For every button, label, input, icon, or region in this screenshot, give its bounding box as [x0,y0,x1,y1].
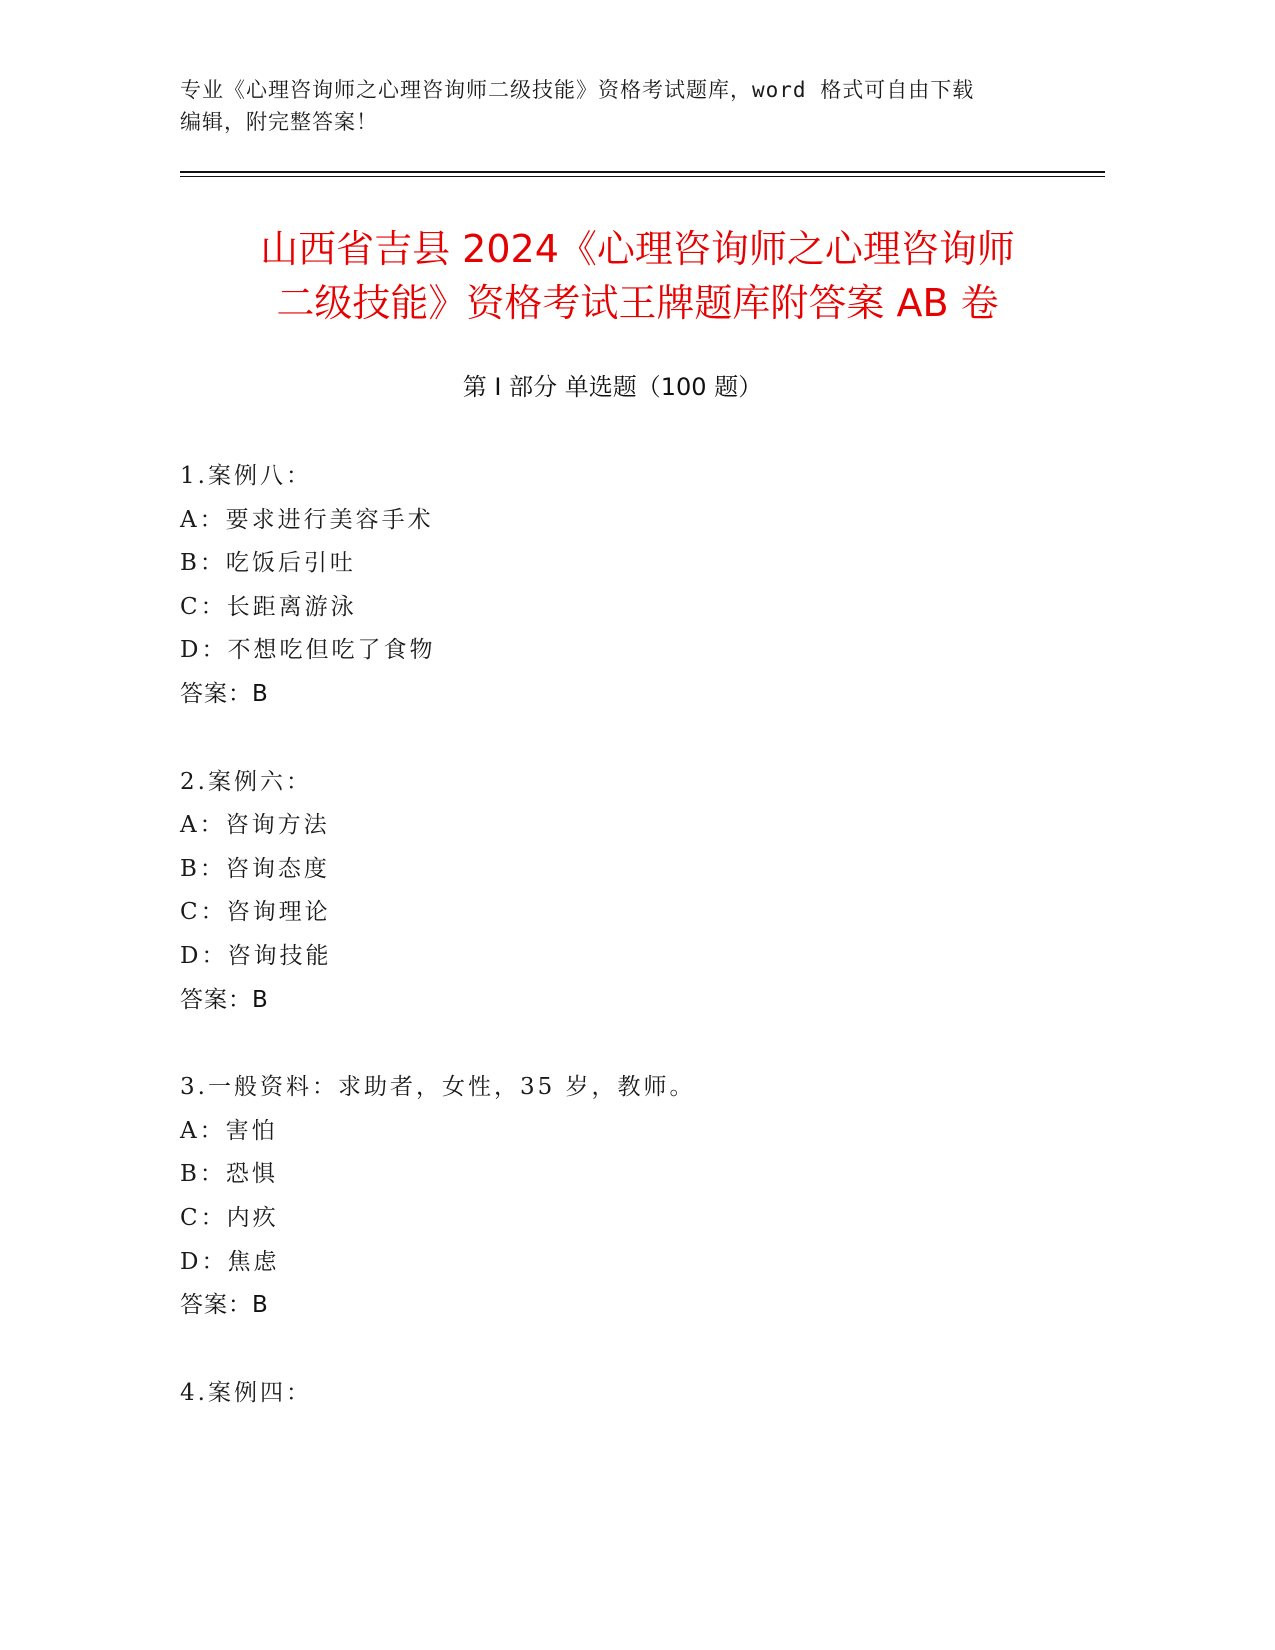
header-note-line-2: 编辑，附完整答案！ [180,110,378,134]
option-c: C：长距离游泳 [180,593,357,620]
question-stem: 3.一般资料：求助者，女性，35 岁，教师。 [180,1074,696,1101]
header-note [180,74,1110,138]
document-title-line-1: 山西省吉县 2024《心理咨询师之心理咨询师 [260,227,1015,271]
option-d: D：咨询技能 [180,942,332,969]
answer: 答案：B [180,680,269,707]
option-a: A：要求进行美容手术 [180,506,434,533]
question-stem: 4.案例四： [180,1379,312,1406]
document-title [150,222,1125,330]
question-4 [180,1372,1110,1416]
option-c: C：咨询理论 [180,899,331,926]
question-list [180,455,1110,1459]
section-title: 第 I 部分 单选题（100 题） [462,373,763,401]
header-divider-thick [180,171,1105,173]
header-divider-thin [180,176,1105,177]
question-2 [180,761,1110,1023]
option-c: C：内疚 [180,1204,279,1231]
header-note-line-1: 专业《心理咨询师之心理咨询师二级技能》资格考试题库，word 格式可自由下载 [180,78,975,102]
document-title-line-2: 二级技能》资格考试王牌题库附答案 AB 卷 [276,281,999,325]
option-b: B：咨询态度 [180,855,330,882]
option-d: D：焦虑 [180,1248,280,1275]
option-b: B：吃饭后引吐 [180,550,356,577]
question-3 [180,1066,1110,1328]
option-b: B：恐惧 [180,1161,278,1188]
option-a: A：害怕 [180,1117,278,1144]
answer: 答案：B [180,1292,269,1319]
question-stem: 1.案例八： [180,463,312,489]
answer: 答案：B [180,986,269,1013]
option-a: A：咨询方法 [180,812,330,839]
question-1 [180,455,1110,717]
option-d: D：不想吃但吃了食物 [180,637,436,664]
question-stem: 2.案例六： [180,768,312,795]
